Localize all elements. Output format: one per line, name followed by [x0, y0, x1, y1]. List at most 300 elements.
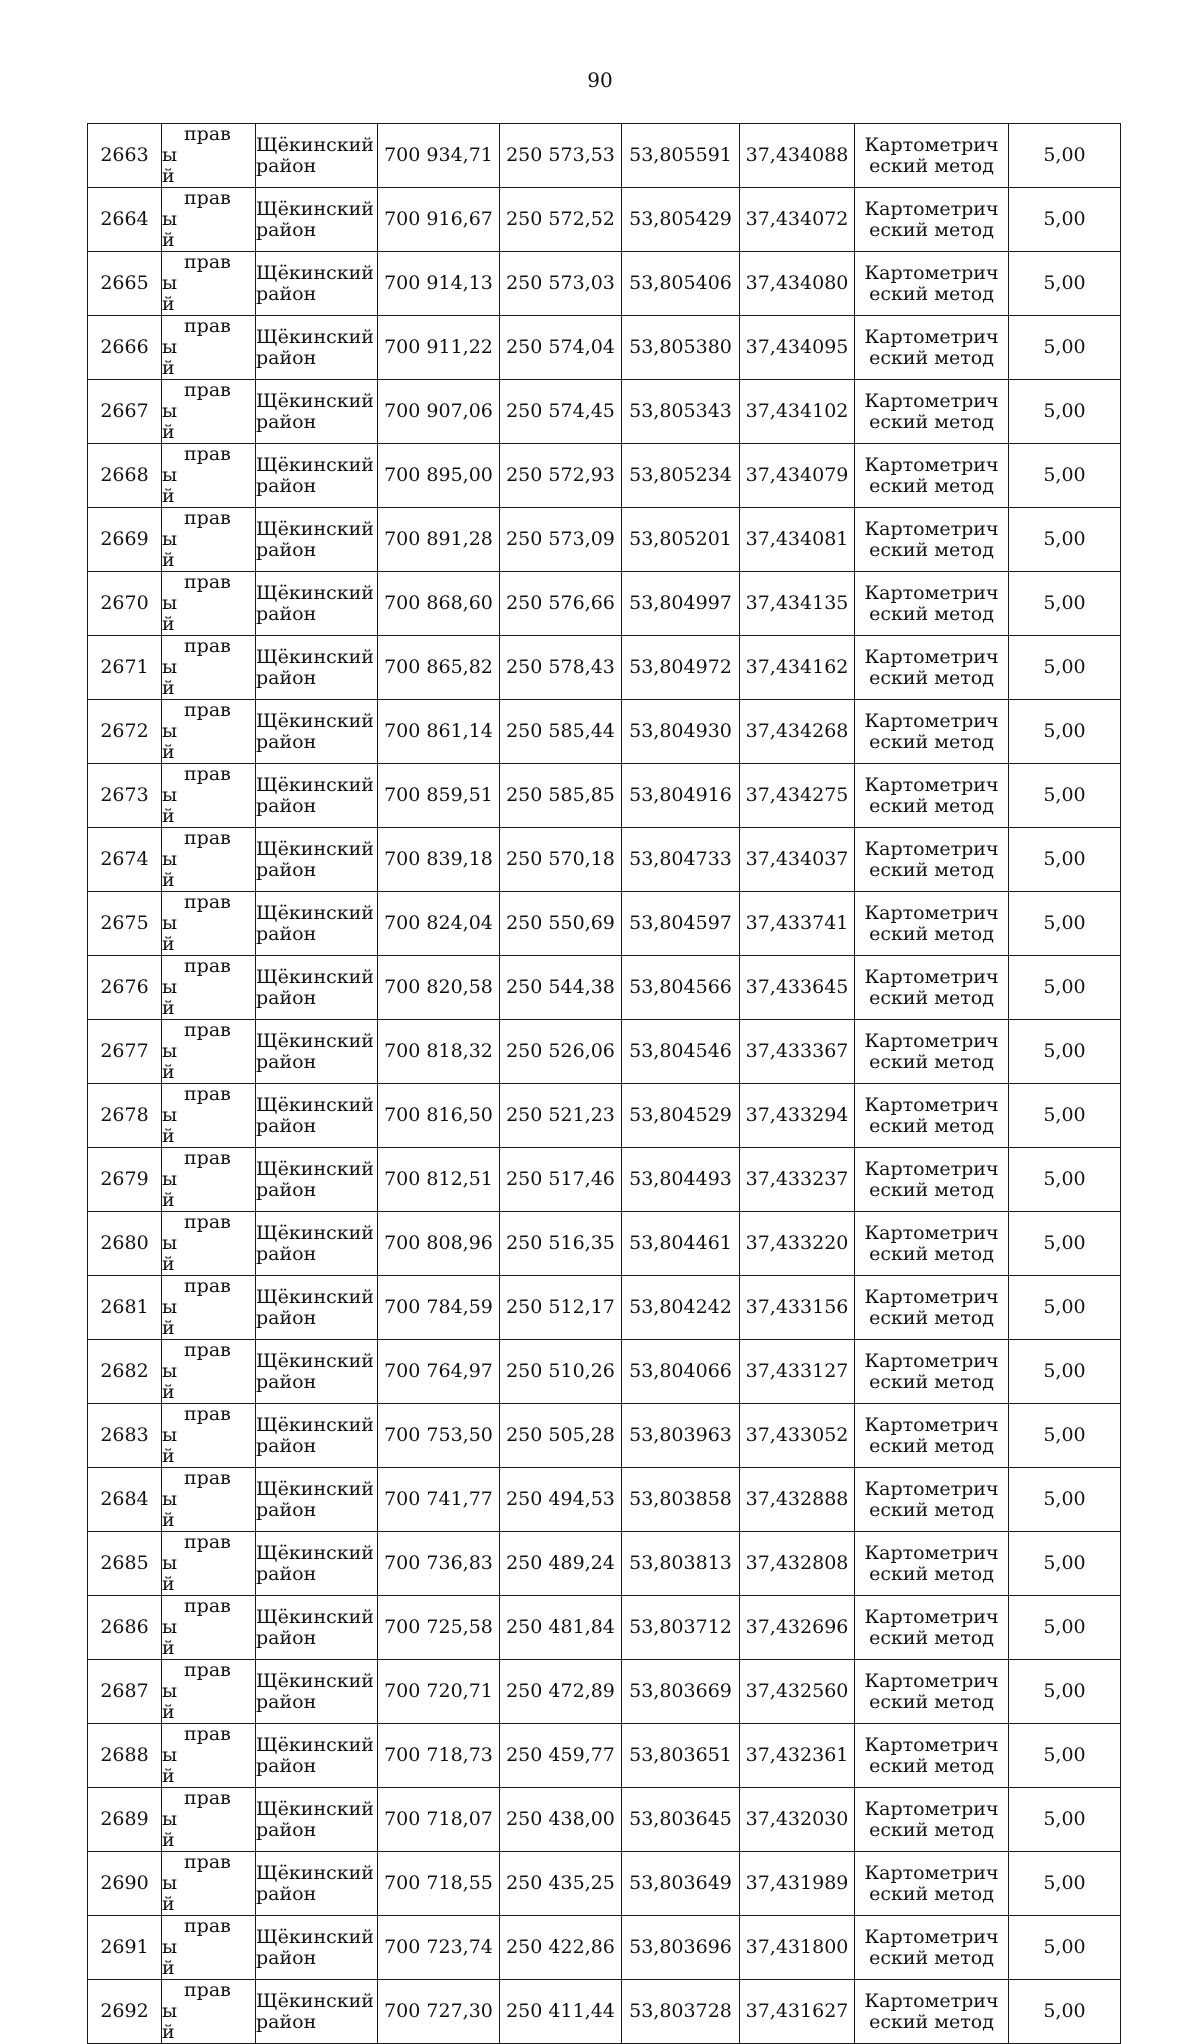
method-cell: [855, 1340, 1009, 1404]
point-number-cell: [88, 1276, 162, 1340]
point-number-cell: [88, 956, 162, 1020]
point-number-cell: [88, 124, 162, 188]
bank-side-cell: [162, 380, 256, 444]
latitude-cell: [622, 1468, 740, 1532]
method-cell: [855, 636, 1009, 700]
district-cell: [256, 764, 378, 828]
method-cell: [855, 444, 1009, 508]
latitude-cell: [622, 1980, 740, 2044]
y-coordinate-cell: [500, 956, 622, 1020]
district-text: Щёкинский район: [256, 1285, 374, 1329]
method-text: Картометрич еский метод: [864, 1733, 999, 1777]
method-cell: [855, 572, 1009, 636]
x-coordinate-cell: [378, 1852, 500, 1916]
point-number-cell: [88, 1724, 162, 1788]
bank-side-cell: [162, 1084, 256, 1148]
table-row: [88, 1916, 1121, 1980]
y-coordinate-text: 250 550,69: [506, 912, 615, 934]
method-text: Картометрич еский метод: [864, 1797, 999, 1841]
latitude-text: 53,805591: [629, 144, 732, 166]
y-coordinate-text: 250 576,66: [506, 592, 615, 614]
point-number-text: 2678: [100, 1104, 149, 1126]
x-coordinate-text: 700 718,55: [384, 1872, 493, 1894]
district-cell: [256, 252, 378, 316]
point-number-cell: [88, 1468, 162, 1532]
district-text: Щёкинский район: [256, 581, 374, 625]
method-text: Картометрич еский метод: [864, 581, 999, 625]
latitude-cell: [622, 1020, 740, 1084]
district-cell: [256, 124, 378, 188]
accuracy-text: 5,00: [1043, 912, 1086, 934]
table-row: [88, 1212, 1121, 1276]
point-number-text: 2684: [100, 1488, 149, 1510]
point-number-cell: [88, 636, 162, 700]
latitude-cell: [622, 892, 740, 956]
y-coordinate-cell: [500, 1020, 622, 1084]
x-coordinate-text: 700 916,67: [384, 208, 493, 230]
bank-side-text: правы й: [162, 955, 231, 1019]
latitude-cell: [622, 1148, 740, 1212]
district-text: Щёкинский район: [256, 1477, 374, 1521]
accuracy-cell: [1009, 380, 1121, 444]
point-number-cell: [88, 572, 162, 636]
longitude-cell: [740, 316, 855, 380]
longitude-text: 37,433052: [745, 1424, 849, 1446]
bank-side-text: правы й: [162, 827, 231, 891]
point-number-cell: [88, 892, 162, 956]
y-coordinate-cell: [500, 1980, 622, 2044]
longitude-cell: [740, 1468, 855, 1532]
bank-side-text: правы й: [162, 1851, 231, 1915]
district-cell: [256, 1212, 378, 1276]
accuracy-text: 5,00: [1043, 272, 1086, 294]
y-coordinate-text: 250 505,28: [506, 1424, 615, 1446]
table-row: [88, 1340, 1121, 1404]
table-row: [88, 764, 1121, 828]
y-coordinate-text: 250 574,45: [506, 400, 615, 422]
y-coordinate-text: 250 459,77: [506, 1744, 615, 1766]
latitude-text: 53,805429: [629, 208, 732, 230]
latitude-cell: [622, 508, 740, 572]
district-text: Щёкинский район: [256, 965, 374, 1009]
longitude-text: 37,434135: [745, 592, 849, 614]
district-text: Щёкинский район: [256, 1029, 374, 1073]
table-row: [88, 1404, 1121, 1468]
point-number-cell: [88, 1980, 162, 2044]
accuracy-text: 5,00: [1043, 2000, 1086, 2022]
longitude-text: 37,434037: [745, 848, 849, 870]
bank-side-cell: [162, 700, 256, 764]
bank-side-text: правы й: [162, 1339, 231, 1403]
point-number-text: 2665: [100, 272, 149, 294]
district-text: Щёкинский район: [256, 453, 374, 497]
accuracy-text: 5,00: [1043, 1104, 1086, 1126]
method-cell: [855, 1084, 1009, 1148]
x-coordinate-cell: [378, 1660, 500, 1724]
district-cell: [256, 700, 378, 764]
latitude-cell: [622, 252, 740, 316]
table-row: [88, 1020, 1121, 1084]
latitude-text: 53,804930: [629, 720, 732, 742]
point-number-text: 2690: [100, 1872, 149, 1894]
bank-side-cell: [162, 1340, 256, 1404]
point-number-cell: [88, 1148, 162, 1212]
bank-side-cell: [162, 1532, 256, 1596]
bank-side-cell: [162, 444, 256, 508]
bank-side-text: правы й: [162, 1787, 231, 1851]
bank-side-cell: [162, 956, 256, 1020]
x-coordinate-text: 700 818,32: [384, 1040, 493, 1062]
point-number-text: 2666: [100, 336, 149, 358]
longitude-text: 37,434081: [745, 528, 849, 550]
y-coordinate-text: 250 573,53: [506, 144, 615, 166]
latitude-cell: [622, 1340, 740, 1404]
y-coordinate-text: 250 516,35: [506, 1232, 615, 1254]
latitude-cell: [622, 1788, 740, 1852]
longitude-cell: [740, 1340, 855, 1404]
accuracy-cell: [1009, 508, 1121, 572]
y-coordinate-text: 250 411,44: [506, 2000, 615, 2022]
x-coordinate-cell: [378, 1596, 500, 1660]
accuracy-text: 5,00: [1043, 144, 1086, 166]
x-coordinate-text: 700 911,22: [384, 336, 493, 358]
y-coordinate-text: 250 521,23: [506, 1104, 615, 1126]
accuracy-cell: [1009, 1468, 1121, 1532]
x-coordinate-text: 700 808,96: [384, 1232, 493, 1254]
longitude-text: 37,432560: [745, 1680, 849, 1702]
accuracy-text: 5,00: [1043, 400, 1086, 422]
district-cell: [256, 636, 378, 700]
accuracy-cell: [1009, 1980, 1121, 2044]
latitude-text: 53,805234: [629, 464, 732, 486]
y-coordinate-cell: [500, 636, 622, 700]
y-coordinate-cell: [500, 1916, 622, 1980]
district-cell: [256, 1340, 378, 1404]
method-text: Картометрич еский метод: [864, 453, 999, 497]
y-coordinate-cell: [500, 1532, 622, 1596]
latitude-text: 53,805406: [629, 272, 732, 294]
x-coordinate-cell: [378, 252, 500, 316]
latitude-text: 53,803651: [629, 1744, 732, 1766]
latitude-text: 53,804972: [629, 656, 732, 678]
bank-side-text: правы й: [162, 1979, 231, 2043]
bank-side-cell: [162, 508, 256, 572]
point-number-text: 2672: [100, 720, 149, 742]
longitude-cell: [740, 636, 855, 700]
latitude-cell: [622, 1276, 740, 1340]
accuracy-text: 5,00: [1043, 1424, 1086, 1446]
accuracy-cell: [1009, 1788, 1121, 1852]
y-coordinate-cell: [500, 1468, 622, 1532]
x-coordinate-text: 700 753,50: [384, 1424, 493, 1446]
district-text: Щёкинский район: [256, 1413, 374, 1457]
point-number-cell: [88, 1852, 162, 1916]
district-text: Щёкинский район: [256, 1541, 374, 1585]
method-text: Картометрич еский метод: [864, 1925, 999, 1969]
table-row: [88, 508, 1121, 572]
bank-side-cell: [162, 1020, 256, 1084]
y-coordinate-cell: [500, 124, 622, 188]
accuracy-text: 5,00: [1043, 1040, 1086, 1062]
method-text: Картометрич еский метод: [864, 1029, 999, 1073]
method-text: Картометрич еский метод: [864, 389, 999, 433]
district-cell: [256, 508, 378, 572]
point-number-cell: [88, 700, 162, 764]
y-coordinate-text: 250 510,26: [506, 1360, 615, 1382]
district-cell: [256, 1404, 378, 1468]
longitude-text: 37,433741: [745, 912, 849, 934]
point-number-text: 2676: [100, 976, 149, 998]
latitude-text: 53,803963: [629, 1424, 732, 1446]
method-text: Картометрич еский метод: [864, 965, 999, 1009]
table-body: [88, 124, 1121, 2044]
point-number-text: 2663: [100, 144, 149, 166]
latitude-cell: [622, 700, 740, 764]
x-coordinate-cell: [378, 1980, 500, 2044]
bank-side-text: правы й: [162, 635, 231, 699]
point-number-text: 2686: [100, 1616, 149, 1638]
x-coordinate-cell: [378, 444, 500, 508]
y-coordinate-text: 250 494,53: [506, 1488, 615, 1510]
district-text: Щёкинский район: [256, 1925, 374, 1969]
table-row: [88, 892, 1121, 956]
table-row: [88, 1532, 1121, 1596]
x-coordinate-cell: [378, 1020, 500, 1084]
page-number: 90: [587, 68, 613, 92]
district-cell: [256, 380, 378, 444]
point-number-text: 2669: [100, 528, 149, 550]
district-text: Щёкинский район: [256, 1093, 374, 1137]
longitude-text: 37,434088: [745, 144, 849, 166]
district-cell: [256, 1980, 378, 2044]
point-number-cell: [88, 764, 162, 828]
accuracy-text: 5,00: [1043, 464, 1086, 486]
x-coordinate-cell: [378, 380, 500, 444]
bank-side-cell: [162, 1468, 256, 1532]
y-coordinate-text: 250 472,89: [506, 1680, 615, 1702]
bank-side-text: правы й: [162, 315, 231, 379]
point-number-text: 2689: [100, 1808, 149, 1830]
longitude-text: 37,433645: [745, 976, 849, 998]
longitude-cell: [740, 1852, 855, 1916]
district-text: Щёкинский район: [256, 709, 374, 753]
bank-side-cell: [162, 1404, 256, 1468]
longitude-text: 37,433237: [745, 1168, 849, 1190]
bank-side-cell: [162, 572, 256, 636]
district-cell: [256, 572, 378, 636]
x-coordinate-cell: [378, 1212, 500, 1276]
longitude-text: 37,433220: [745, 1232, 849, 1254]
accuracy-text: 5,00: [1043, 592, 1086, 614]
method-text: Картометрич еский метод: [864, 1477, 999, 1521]
y-coordinate-cell: [500, 188, 622, 252]
bank-side-text: правы й: [162, 763, 231, 827]
longitude-cell: [740, 1788, 855, 1852]
x-coordinate-cell: [378, 508, 500, 572]
y-coordinate-text: 250 517,46: [506, 1168, 615, 1190]
longitude-cell: [740, 252, 855, 316]
district-text: Щёкинский район: [256, 901, 374, 945]
y-coordinate-cell: [500, 700, 622, 764]
method-cell: [855, 700, 1009, 764]
table-row: [88, 700, 1121, 764]
longitude-cell: [740, 1084, 855, 1148]
y-coordinate-cell: [500, 1212, 622, 1276]
method-text: Картометрич еский метод: [864, 645, 999, 689]
x-coordinate-cell: [378, 1340, 500, 1404]
method-cell: [855, 1212, 1009, 1276]
accuracy-cell: [1009, 1724, 1121, 1788]
latitude-text: 53,803728: [629, 2000, 732, 2022]
point-number-cell: [88, 1212, 162, 1276]
longitude-text: 37,434072: [745, 208, 849, 230]
bank-side-cell: [162, 1788, 256, 1852]
district-cell: [256, 1020, 378, 1084]
method-cell: [855, 892, 1009, 956]
latitude-cell: [622, 1724, 740, 1788]
table-row: [88, 1468, 1121, 1532]
district-cell: [256, 1596, 378, 1660]
x-coordinate-cell: [378, 1404, 500, 1468]
latitude-text: 53,805201: [629, 528, 732, 550]
latitude-text: 53,805380: [629, 336, 732, 358]
x-coordinate-text: 700 907,06: [384, 400, 493, 422]
table-row: [88, 124, 1121, 188]
point-number-text: 2675: [100, 912, 149, 934]
method-cell: [855, 1020, 1009, 1084]
point-number-cell: [88, 252, 162, 316]
x-coordinate-text: 700 859,51: [384, 784, 493, 806]
district-cell: [256, 1084, 378, 1148]
latitude-text: 53,804242: [629, 1296, 732, 1318]
method-text: Картометрич еский метод: [864, 325, 999, 369]
district-text: Щёкинский район: [256, 389, 374, 433]
x-coordinate-text: 700 839,18: [384, 848, 493, 870]
latitude-cell: [622, 1660, 740, 1724]
point-number-cell: [88, 1788, 162, 1852]
latitude-cell: [622, 1212, 740, 1276]
longitude-cell: [740, 1980, 855, 2044]
x-coordinate-text: 700 727,30: [384, 2000, 493, 2022]
table-row: [88, 252, 1121, 316]
district-cell: [256, 1468, 378, 1532]
accuracy-text: 5,00: [1043, 1488, 1086, 1510]
x-coordinate-text: 700 816,50: [384, 1104, 493, 1126]
accuracy-cell: [1009, 1148, 1121, 1212]
method-cell: [855, 188, 1009, 252]
y-coordinate-cell: [500, 1852, 622, 1916]
district-cell: [256, 1788, 378, 1852]
district-text: Щёкинский район: [256, 1669, 374, 1713]
accuracy-cell: [1009, 892, 1121, 956]
longitude-cell: [740, 1532, 855, 1596]
district-text: Щёкинский район: [256, 517, 374, 561]
longitude-cell: [740, 508, 855, 572]
y-coordinate-text: 250 544,38: [506, 976, 615, 998]
district-text: Щёкинский район: [256, 1861, 374, 1905]
x-coordinate-cell: [378, 892, 500, 956]
y-coordinate-cell: [500, 572, 622, 636]
longitude-text: 37,434079: [745, 464, 849, 486]
x-coordinate-text: 700 891,28: [384, 528, 493, 550]
method-text: Картометрич еский метод: [864, 1285, 999, 1329]
accuracy-cell: [1009, 572, 1121, 636]
accuracy-text: 5,00: [1043, 1808, 1086, 1830]
x-coordinate-cell: [378, 956, 500, 1020]
district-cell: [256, 316, 378, 380]
latitude-cell: [622, 1404, 740, 1468]
x-coordinate-cell: [378, 1532, 500, 1596]
bank-side-text: правы й: [162, 1915, 231, 1979]
latitude-cell: [622, 1084, 740, 1148]
longitude-cell: [740, 124, 855, 188]
point-number-cell: [88, 828, 162, 892]
accuracy-text: 5,00: [1043, 1680, 1086, 1702]
y-coordinate-cell: [500, 380, 622, 444]
method-cell: [855, 252, 1009, 316]
latitude-cell: [622, 1532, 740, 1596]
y-coordinate-text: 250 573,09: [506, 528, 615, 550]
method-text: Картометрич еский метод: [864, 1669, 999, 1713]
table-row: [88, 1084, 1121, 1148]
x-coordinate-text: 700 868,60: [384, 592, 493, 614]
accuracy-cell: [1009, 252, 1121, 316]
bank-side-text: правы й: [162, 379, 231, 443]
point-number-cell: [88, 316, 162, 380]
accuracy-cell: [1009, 316, 1121, 380]
accuracy-text: 5,00: [1043, 336, 1086, 358]
method-cell: [855, 1468, 1009, 1532]
longitude-cell: [740, 572, 855, 636]
longitude-text: 37,433294: [745, 1104, 849, 1126]
latitude-cell: [622, 316, 740, 380]
latitude-cell: [622, 188, 740, 252]
point-number-text: 2664: [100, 208, 149, 230]
table-row: [88, 1980, 1121, 2044]
accuracy-text: 5,00: [1043, 1232, 1086, 1254]
accuracy-text: 5,00: [1043, 1168, 1086, 1190]
longitude-cell: [740, 828, 855, 892]
x-coordinate-cell: [378, 1916, 500, 1980]
longitude-text: 37,432361: [745, 1744, 849, 1766]
longitude-text: 37,434162: [745, 656, 849, 678]
accuracy-cell: [1009, 1916, 1121, 1980]
longitude-text: 37,432030: [745, 1808, 849, 1830]
bank-side-cell: [162, 892, 256, 956]
longitude-cell: [740, 380, 855, 444]
point-number-text: 2668: [100, 464, 149, 486]
x-coordinate-cell: [378, 1084, 500, 1148]
y-coordinate-cell: [500, 1148, 622, 1212]
y-coordinate-cell: [500, 828, 622, 892]
accuracy-cell: [1009, 444, 1121, 508]
longitude-text: 37,433156: [745, 1296, 849, 1318]
accuracy-text: 5,00: [1043, 1552, 1086, 1574]
point-number-cell: [88, 1596, 162, 1660]
y-coordinate-cell: [500, 1788, 622, 1852]
table-row: [88, 828, 1121, 892]
point-number-cell: [88, 380, 162, 444]
x-coordinate-text: 700 723,74: [384, 1936, 493, 1958]
point-number-text: 2673: [100, 784, 149, 806]
longitude-text: 37,434268: [745, 720, 849, 742]
table-row: [88, 1660, 1121, 1724]
bank-side-cell: [162, 188, 256, 252]
longitude-text: 37,432696: [745, 1616, 849, 1638]
x-coordinate-text: 700 914,13: [384, 272, 493, 294]
accuracy-cell: [1009, 188, 1121, 252]
bank-side-cell: [162, 316, 256, 380]
